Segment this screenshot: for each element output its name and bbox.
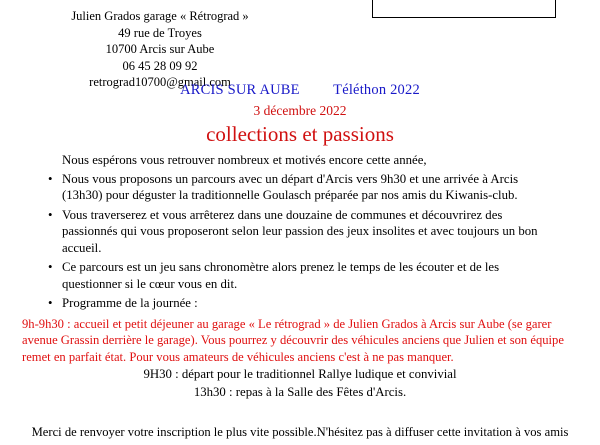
- sender-phone: 06 45 28 09 92: [122, 58, 198, 73]
- list-item: [0, 295, 560, 312]
- list-item: [0, 171, 560, 204]
- list-item-text: Nous vous proposons un parcours avec un départ d'Arcis vers 9h30 et une arrivée à Arcis (13h30) pour déguster la traditionnelle Goulasch préparée par nos amis du Kiwanis-club.: [62, 171, 519, 202]
- highlighted-paragraph: 9h-9h30 : accueil et petit déjeuner au garage « Le rétrograd » de Julien Grados à Arcis sur Aube (se garer avenue Grassin derrière le garage). Vous pourrez y découvrir des véhicules anciens que Julien et son équipe remet en parfait état. Pour vous amateurs de véhicules anciens c'est à ne pas manquer.: [22, 316, 564, 364]
- event-location-and-name: [0, 82, 600, 99]
- schedule-item: 13h30 : repas à la Salle des Fêtes d'Arcis.: [193, 385, 407, 399]
- list-item: [0, 259, 560, 292]
- bullet-dot-icon: •: [48, 171, 53, 186]
- sender-street: 49 rue de Troyes: [118, 25, 202, 40]
- body-content: [0, 152, 600, 401]
- list-item-text: Ce parcours est un jeu sans chronomètre alors prenez le temps de les écouter et de les questionner si le cœur vous en dit.: [62, 260, 500, 291]
- event-name: Téléthon 2022: [333, 82, 420, 98]
- bullet-list: [0, 171, 600, 312]
- sender-email: retrograd10700@gmail.com: [89, 75, 231, 89]
- schedule-item: 9H30 : départ pour le traditionnel Rallye ludique et convivial: [143, 367, 457, 381]
- footer-note: Merci de renvoyer votre inscription le plus vite possible.N'hésitez pas à diffuser cette invitation à vos amis: [31, 425, 569, 439]
- list-item-text: Programme de la journée :: [62, 296, 198, 310]
- sender-name: Julien Grados garage « Rétrograd »: [71, 9, 249, 23]
- empty-framed-box: [372, 0, 556, 18]
- sender-address-block: [30, 8, 290, 91]
- list-item-text: Vous traverserez et vous arrêterez dans une douzaine de communes et découvrirez des passionnés qui vous proposeront selon leur passion des jeux insolites et avec toujours un bon accueil.: [62, 207, 538, 255]
- sender-city: 10700 Arcis sur Aube: [105, 42, 215, 56]
- event-location: ARCIS SUR AUBE: [180, 82, 300, 98]
- bullet-dot-icon: •: [48, 207, 53, 222]
- event-date: 3 décembre 2022: [253, 103, 347, 118]
- intro-paragraph: Nous espérons vous retrouver nombreux et motivés encore cette année,: [62, 153, 427, 167]
- event-subtitle: collections et passions: [206, 122, 394, 146]
- list-item: [0, 207, 560, 257]
- title-block: [0, 82, 600, 147]
- bullet-dot-icon: •: [48, 260, 53, 274]
- bullet-dot-icon: •: [48, 296, 53, 310]
